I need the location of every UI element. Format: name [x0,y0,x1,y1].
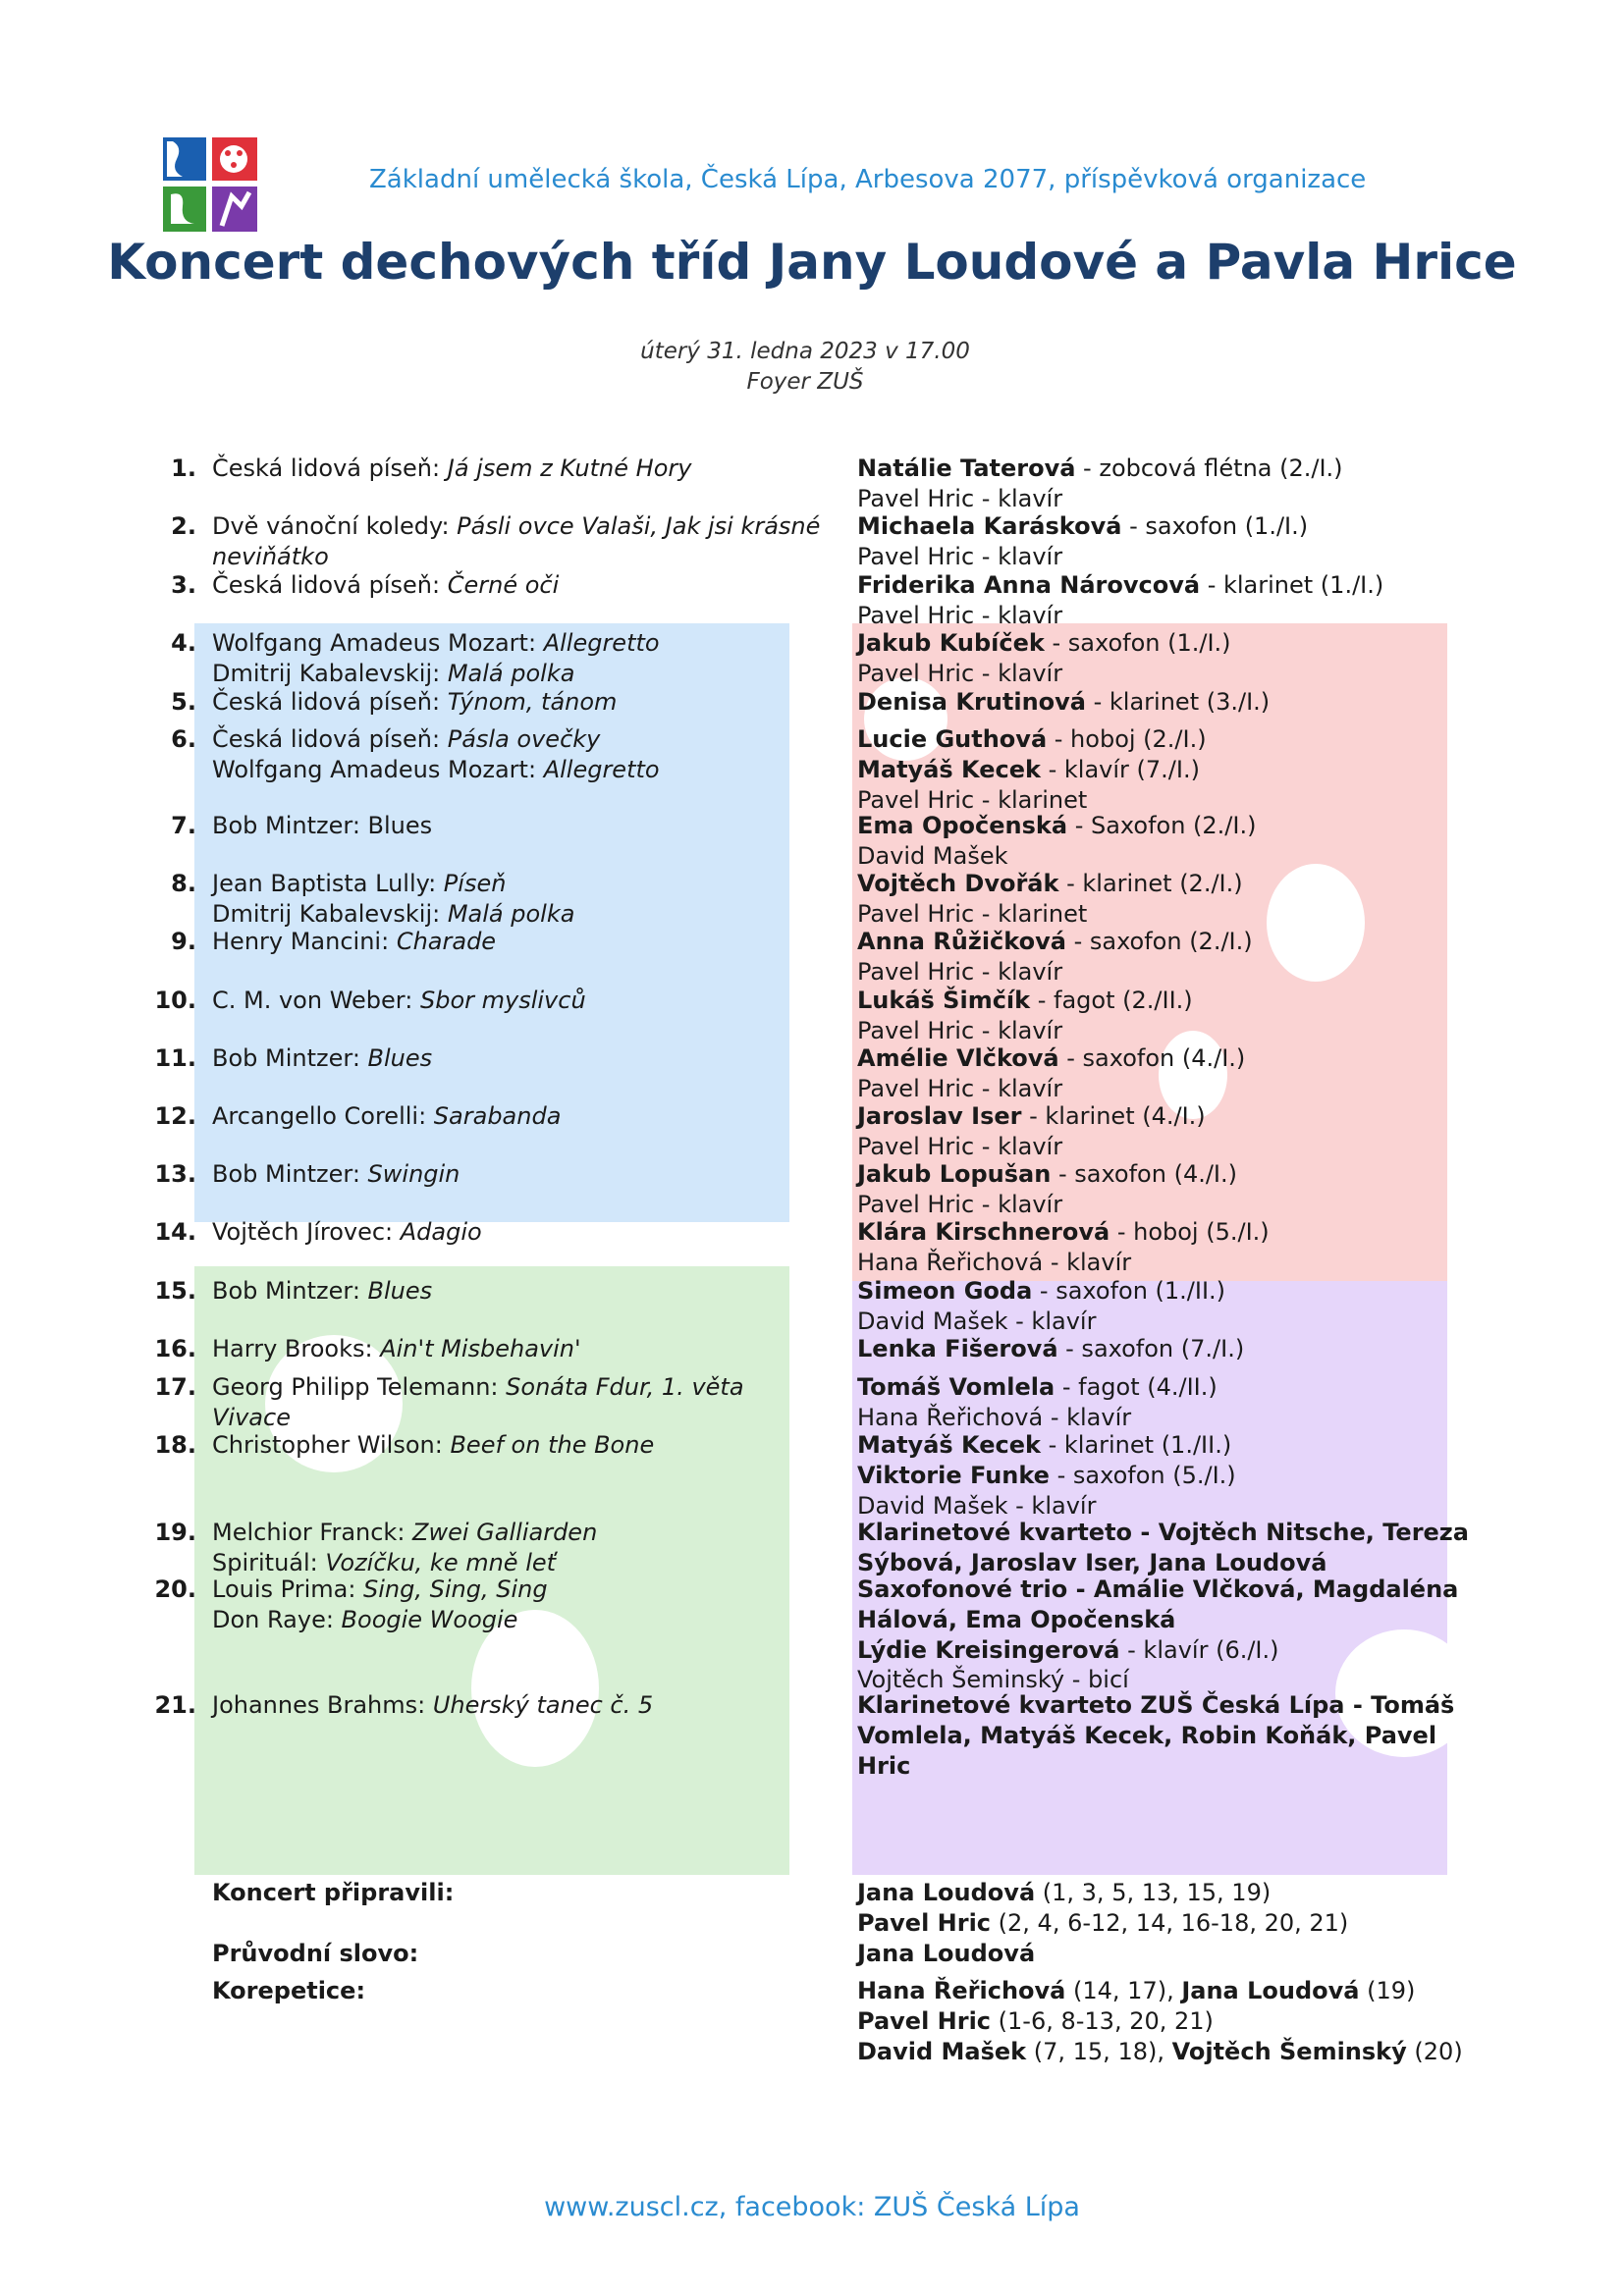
program-number: 2. [171,512,196,540]
program-piece [212,1334,581,1364]
program-performer-line [857,454,1343,484]
piece-title: Týnom, tánom [447,688,618,716]
performer-performer: Klarinetové kvarteto ZUŠ Česká Lípa - Tomáš [857,1691,1455,1719]
program-number: 13. [154,1160,196,1188]
credit-text: (20) [1406,2038,1463,2065]
piece-text: Georg Philipp Telemann: [212,1373,507,1401]
piece-text: Dmitrij Kabalevskij: [212,899,448,928]
piece-title: Malá polka [447,659,575,687]
program-performer-line [857,1518,1469,1548]
performer-text: - fagot (2./II.) [1030,987,1193,1014]
piece-title: Sarabanda [433,1102,562,1130]
program-performer-line [857,1461,1236,1491]
performer-text: - klavír (7./I.) [1040,755,1200,783]
program-performer-line [857,1016,1062,1046]
piece-text: Melchior Franck: [212,1519,413,1546]
performer-text: - klavír (6./I.) [1119,1635,1279,1664]
piece-text: Dvě vánoční koledy: [212,512,458,540]
credit-performer: David Mašek [857,2038,1027,2065]
piece-text: Johannes Brahms: [212,1691,433,1719]
program-number: 18. [154,1431,196,1459]
performer-text: Pavel Hric - klavír [857,957,1063,986]
program-performer-line [857,687,1270,718]
program-piece [212,1518,597,1548]
piece-text: Česká lidová píseň: [212,454,448,482]
program-piece [212,454,691,484]
performer-performer: Lucie Guthová [857,725,1048,753]
piece-title: Swingin [367,1160,460,1188]
performer-text: - saxofon (4./I.) [1051,1160,1237,1188]
program-performer-line [857,1751,910,1782]
program-performer-line [857,659,1062,689]
credit-text: (1-6, 8-13, 20, 21) [991,2007,1214,2035]
piece-title: Blues [367,1277,433,1305]
credit-performer: Jana Loudová [857,1940,1036,1967]
program-performer-line [857,1403,1131,1433]
performer-performer: Friderika Anna Nárovcová [857,571,1201,599]
program-performer-line [857,957,1062,988]
accompaniment-line [857,2038,1463,2065]
program-performer-line [857,986,1193,1016]
program-number: 20. [154,1575,196,1603]
program-performer-line [857,1217,1270,1248]
performer-text: - saxofon (1./I.) [1121,512,1309,540]
program-piece [212,1217,482,1248]
performer-text: Hana Řeřichová - klavír [857,1248,1132,1276]
program-performer-line [857,1372,1218,1403]
footer-links: www.zuscl.cz, facebook: ZUŠ Česká Lípa [544,2192,1080,2222]
program-piece [212,724,600,755]
piece-title: Malá polka [447,899,575,928]
performer-performer: Natálie Taterová [857,454,1076,482]
piece-title: Sbor myslivců [419,987,586,1014]
program-number: 15. [154,1277,196,1305]
school-name: Základní umělecká škola, Česká Lípa, Arbesova 2077, příspěvková organizace [369,165,1367,194]
program-performer-line [857,1721,1436,1751]
program-performer-line [857,1101,1206,1132]
program-performer-line [857,1491,1096,1522]
performer-performer: Matyáš Kecek [857,1431,1041,1459]
piece-title: Píseň [443,870,507,897]
performer-text: - saxofon (5./I.) [1049,1461,1236,1489]
program-performer-line [857,1635,1279,1666]
program-number: 16. [154,1335,196,1362]
performer-text: - Saxofon (2./I.) [1067,812,1257,839]
program-number: 12. [154,1102,196,1130]
program-piece [212,687,617,718]
performer-performer: Lýdie Kreisingerová [857,1635,1120,1664]
program-performer-line [857,1690,1454,1721]
program-performer-line [857,1074,1062,1104]
piece-title: Já jsem z Kutné Hory [447,454,692,482]
piece-text: Wolfgang Amadeus Mozart: [212,755,544,783]
program-performer-line [857,601,1062,631]
page-title: Koncert dechových tříd Jany Loudové a Pavla Hrice [107,234,1517,291]
piece-title: Černé oči [447,571,560,599]
performer-text: - zobcová flétna (2./I.) [1075,454,1343,482]
performer-performer: Hric [857,1751,911,1780]
performer-performer: Matyáš Kecek [857,755,1041,783]
piece-text: Bob Mintzer: [212,1044,368,1072]
performer-text: - hoboj (2./I.) [1047,725,1207,753]
performer-performer: Jakub Lopušan [857,1160,1052,1188]
piece-title: Allegretto [543,629,660,657]
program-number: 4. [171,629,196,657]
performer-text: Pavel Hric - klavír [857,1074,1063,1102]
piece-title: Vozíčku, ke mně leť [325,1548,557,1576]
piece-text: Vojtěch Jírovec: [212,1218,401,1246]
piece-text: Henry Mancini: [212,928,397,955]
program-piece [212,542,329,572]
program-number: 19. [154,1519,196,1546]
program-performer-line [857,511,1308,542]
program-performer-line [857,755,1200,785]
performer-performer: Ema Opočenská [857,812,1068,839]
credit-performer: Jana Loudová [857,1879,1036,1906]
piece-text: Don Raye: [212,1605,342,1633]
performer-text: David Mašek - klavír [857,1307,1097,1335]
performer-text: - saxofon (7./I.) [1057,1335,1245,1362]
program-number: 21. [154,1691,196,1719]
accompaniment-line [857,1977,1415,2004]
accompaniment-line [857,2007,1214,2035]
program-piece [212,570,559,601]
program-piece [212,628,660,659]
program-piece [212,1605,517,1635]
program-performer-line [857,927,1253,957]
credit-text: (14, 17), [1065,1977,1182,2004]
credit-performer: Pavel Hric [857,2007,992,2035]
program-performer-line [857,899,1087,930]
program-performer-line [857,841,1008,872]
program-performer-line [857,1043,1245,1074]
piece-text: Bob Mintzer: [212,1160,368,1188]
performer-performer: Anna Růžičková [857,928,1066,955]
bg-shape [1267,864,1365,982]
program-performer-line [857,1430,1231,1461]
program-piece [212,1159,460,1190]
piece-text: Jean Baptista Lully: [212,870,444,897]
program-performer-line [857,1276,1225,1307]
piece-text: Česká lidová píseň: [212,725,448,753]
performer-text: David Mašek - klavír [857,1491,1097,1520]
program-number: 17. [154,1373,196,1401]
program-performer-line [857,1307,1096,1337]
performer-text: - saxofon (1./II.) [1032,1277,1226,1305]
program-piece [212,899,574,930]
credit-performer: Pavel Hric [857,1909,992,1937]
performer-text: - klarinet (1./II.) [1040,1431,1232,1459]
program-number: 3. [171,571,196,599]
performer-text: - klarinet (1./I.) [1200,571,1384,599]
performer-text: Pavel Hric - klarinet [857,899,1088,928]
performer-text: - hoboj (5./I.) [1110,1218,1270,1246]
performer-performer: Viktorie Funke [857,1461,1050,1489]
prepared-by-line [857,1909,1348,1937]
performer-performer: Sýbová, Jaroslav Iser, Jana Loudová [857,1548,1327,1576]
performer-performer: Vomlela, Matyáš Kecek, Robin Koňák, Pavel [857,1721,1437,1749]
piece-title: Charade [396,928,497,955]
performer-performer: Lenka Fišerová [857,1335,1058,1362]
performer-text: - saxofon (1./I.) [1044,629,1231,657]
piece-title: Pásli ovce Valaši, Jak jsi krásné [457,512,821,540]
program-number: 8. [171,870,196,897]
program-piece [212,1430,654,1461]
speech-line [857,1940,1035,1967]
program-piece [212,1101,561,1132]
program-performer-line [857,1159,1237,1190]
performer-text: - klarinet (3./I.) [1085,688,1271,716]
program-number: 9. [171,928,196,955]
program-number: 6. [171,725,196,753]
school-logo-icon [163,137,257,232]
program-performer-line [857,1334,1244,1364]
performer-performer: Vojtěch Dvořák [857,870,1059,897]
piece-text: Česká lidová píseň: [212,571,448,599]
piece-title: Sonáta Fdur, 1. věta [506,1373,744,1401]
program-piece [212,869,506,899]
performer-text: - fagot (4./II.) [1055,1373,1218,1401]
performer-text: Vojtěch Šeminský - bicí [857,1666,1129,1694]
performer-performer: Klarinetové kvarteto - Vojtěch Nitsche, Tereza [857,1519,1469,1546]
piece-text: Česká lidová píseň: [212,688,448,716]
credit-performer: Jana Loudová [1181,1977,1360,2004]
piece-title: Sing, Sing, Sing [363,1575,548,1603]
performer-performer: Michaela Karásková [857,512,1122,540]
program-piece [212,1690,653,1721]
program-number: 7. [171,812,196,839]
program-piece [212,1575,548,1605]
piece-title: Ain't Misbehavin' [380,1335,581,1362]
credit-performer: Hana Řeřichová [857,1977,1066,2004]
prepared-by-line [857,1879,1271,1906]
prepared-by-label: Koncert připravili: [212,1879,455,1906]
program-performer-line [857,484,1062,514]
performer-text: Pavel Hric - klavír [857,484,1063,512]
piece-title: Zwei Galliarden [412,1519,598,1546]
performer-text: David Mašek [857,841,1008,870]
credit-text: (19) [1359,1977,1416,2004]
piece-text: Louis Prima: [212,1575,364,1603]
performer-performer: Amélie Vlčková [857,1044,1059,1072]
program-piece [212,1043,432,1074]
program-piece [212,1276,432,1307]
performer-performer: Klára Kirschnerová [857,1218,1110,1246]
program-piece [212,927,496,957]
program-piece [212,1372,744,1403]
piece-title: Boogie Woogie [341,1605,518,1633]
piece-text: Christopher Wilson: [212,1431,451,1459]
performer-text: - klarinet (4./I.) [1021,1102,1206,1130]
accompaniment-label: Korepetice: [212,1977,366,2004]
performer-text: Pavel Hric - klavír [857,1132,1063,1160]
program-piece [212,1403,291,1433]
concert-venue: Foyer ZUŠ [746,369,864,395]
performer-performer: Lukáš Šimčík [857,987,1031,1014]
program-number: 5. [171,688,196,716]
program-piece [212,811,432,841]
performer-performer: Denisa Krutinová [857,688,1086,716]
performer-text: Pavel Hric - klavír [857,1016,1063,1044]
performer-performer: Jaroslav Iser [857,1102,1022,1130]
performer-text: Pavel Hric - klavír [857,542,1063,570]
performer-text: Pavel Hric - klavír [857,1190,1063,1218]
credit-text: (2, 4, 6-12, 14, 16-18, 20, 21) [991,1909,1349,1937]
program-performer-line [857,1190,1062,1220]
credit-performer: Vojtěch Šeminský [1171,2038,1407,2065]
program-performer-line [857,811,1256,841]
performer-performer: Tomáš Vomlela [857,1373,1056,1401]
performer-text: - saxofon (4./I.) [1058,1044,1246,1072]
program-performer-line [857,1132,1062,1162]
performer-text: Pavel Hric - klavír [857,601,1063,629]
program-number: 10. [154,987,196,1014]
performer-text: - saxofon (2./I.) [1065,928,1253,955]
program-performer-line [857,1605,1175,1635]
piece-title: Vivace [212,1403,291,1431]
piece-text: Spirituál: [212,1548,326,1576]
piece-text: Bob Mintzer: [212,1277,368,1305]
program-piece [212,986,586,1016]
piece-text: C. M. von Weber: [212,987,420,1014]
program-performer-line [857,1575,1458,1605]
piece-text: Harry Brooks: [212,1335,381,1362]
piece-title: Uherský tanec č. 5 [432,1691,654,1719]
program-piece [212,511,820,542]
credit-text: (1, 3, 5, 13, 15, 19) [1035,1879,1272,1906]
piece-text: Wolfgang Amadeus Mozart: [212,629,544,657]
credit-text: (7, 15, 18), [1026,2038,1172,2065]
performer-text: Pavel Hric - klavír [857,659,1063,687]
piece-title: Blues [367,1044,433,1072]
speech-label: Průvodní slovo: [212,1940,419,1967]
piece-title: neviňátko [212,542,329,570]
piece-title: Allegretto [543,755,660,783]
program-piece [212,755,660,785]
concert-date: úterý 31. ledna 2023 v 17.00 [640,339,970,364]
piece-text: Dmitrij Kabalevskij: [212,659,448,687]
program-performer-line [857,1248,1131,1278]
piece-text: Arcangello Corelli: [212,1102,434,1130]
performer-performer: Simeon Goda [857,1277,1033,1305]
program-number: 1. [171,454,196,482]
program-piece [212,659,574,689]
program-performer-line [857,628,1231,659]
program-performer-line [857,542,1062,572]
performer-text: - klarinet (2./I.) [1058,870,1243,897]
piece-title: Adagio [400,1218,482,1246]
piece-title: Beef on the Bone [450,1431,655,1459]
performer-text: Hana Řeřichová - klavír [857,1403,1132,1431]
program-performer-line [857,724,1207,755]
performer-performer: Jakub Kubíček [857,629,1045,657]
performer-performer: Saxofonové trio - Amálie Vlčková, Magdaléna [857,1575,1459,1603]
program-performer-line [857,570,1383,601]
performer-text: Pavel Hric - klarinet [857,785,1088,814]
program-number: 11. [154,1044,196,1072]
piece-title: Pásla ovečky [447,725,601,753]
piece-text: Bob Mintzer: Blues [212,812,433,839]
program-performer-line [857,869,1243,899]
performer-performer: Hálová, Ema Opočenská [857,1605,1176,1633]
program-number: 14. [154,1218,196,1246]
